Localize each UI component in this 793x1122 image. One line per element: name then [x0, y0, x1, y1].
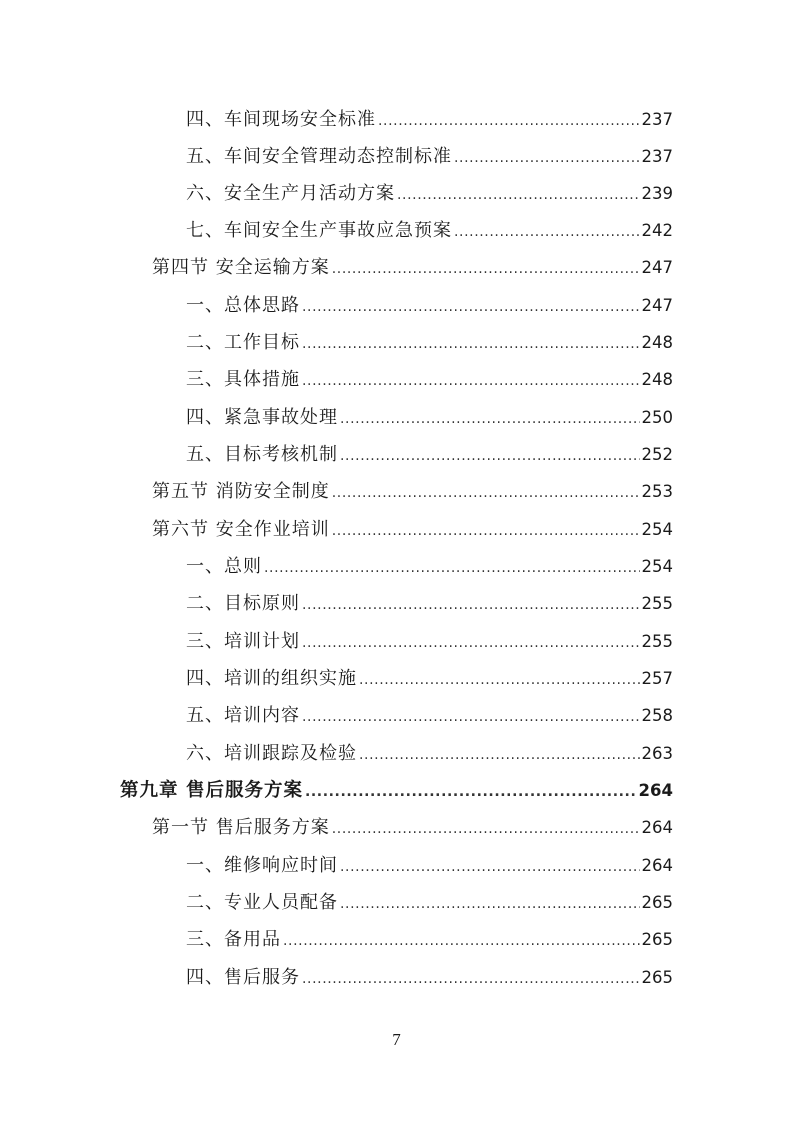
toc-entry-label: 五、培训内容: [186, 705, 300, 726]
dot-leader: [340, 849, 640, 886]
dot-leader: [359, 737, 640, 774]
toc-entry[interactable]: [186, 436, 673, 473]
toc-entry[interactable]: [186, 660, 673, 697]
toc-entry-label: 五、车间安全管理动态控制标准: [186, 146, 452, 167]
dot-leader: [302, 587, 640, 624]
toc-entry-label: 第五节 消防安全制度: [152, 481, 330, 502]
dot-leader: [359, 662, 640, 699]
toc-entry-label: 六、安全生产月活动方案: [186, 183, 395, 204]
dot-leader: [340, 401, 640, 438]
toc-entry-label: 四、培训的组织实施: [186, 668, 357, 689]
toc-entry[interactable]: [186, 324, 673, 361]
toc-entry-label: 第六节 安全作业培训: [152, 519, 330, 540]
toc-entry-page: 248: [641, 333, 673, 352]
toc-entry-page: 264: [641, 856, 673, 875]
toc-entry-page: 252: [641, 445, 673, 464]
toc-entry-label: 一、总则: [186, 556, 262, 577]
toc-entry[interactable]: [186, 959, 673, 996]
toc-entry-page: 237: [641, 110, 673, 129]
dot-leader: [332, 475, 640, 512]
toc-entry-label: 第一节 售后服务方案: [152, 817, 330, 838]
toc-entry-page: 254: [641, 557, 673, 576]
toc-entry[interactable]: [186, 623, 673, 660]
toc-entry-label: 三、培训计划: [186, 631, 300, 652]
toc-entry-label: 五、目标考核机制: [186, 444, 338, 465]
dot-leader: [302, 289, 640, 326]
dot-leader: [454, 140, 640, 177]
dot-leader: [332, 513, 640, 550]
toc-entry-label: 二、专业人员配备: [186, 892, 338, 913]
toc-entry-label: 一、维修响应时间: [186, 855, 338, 876]
toc-entry-page: 242: [641, 221, 673, 240]
toc-entry-label: 二、目标原则: [186, 593, 300, 614]
toc-entry-label: 一、总体思路: [186, 295, 300, 316]
toc-entry[interactable]: [186, 585, 673, 622]
toc-entry[interactable]: [186, 697, 673, 734]
toc-entry[interactable]: [186, 884, 673, 921]
toc-entry-label: 四、售后服务: [186, 967, 300, 988]
toc-entry-label: 七、车间安全生产事故应急预案: [186, 220, 452, 241]
toc-entry[interactable]: [186, 175, 673, 212]
toc-entry-page: 264: [641, 818, 673, 837]
toc-entry[interactable]: [186, 212, 673, 249]
page-number: 7: [392, 1030, 401, 1049]
dot-leader: [340, 438, 640, 475]
toc-entry-page: 248: [641, 370, 673, 389]
toc-entry-label: 第四节 安全运输方案: [152, 257, 330, 278]
toc-chapter-entry[interactable]: [120, 772, 673, 809]
dot-leader: [302, 363, 640, 400]
dot-leader: [332, 811, 640, 848]
toc-entry-page: 265: [641, 968, 673, 987]
toc-entry-label: 三、具体措施: [186, 369, 300, 390]
toc-entry-page: 239: [641, 184, 673, 203]
toc-entry[interactable]: [186, 735, 673, 772]
toc-entry[interactable]: [186, 361, 673, 398]
toc-entry-label: 四、车间现场安全标准: [186, 109, 376, 130]
toc-section-entry[interactable]: [152, 511, 673, 548]
dot-leader: [332, 251, 640, 288]
toc-entry[interactable]: [186, 921, 673, 958]
toc-entry-page: 247: [641, 258, 673, 277]
dot-leader: [264, 550, 640, 587]
dot-leader: [302, 625, 640, 662]
toc-entry[interactable]: [186, 548, 673, 585]
toc-entry-page: 265: [641, 893, 673, 912]
toc-section-entry[interactable]: [152, 473, 673, 510]
toc-entry-label: 六、培训跟踪及检验: [186, 743, 357, 764]
toc-entry-page: 253: [641, 482, 673, 501]
toc-entry-page: 250: [641, 408, 673, 427]
dot-leader: [302, 326, 640, 363]
dot-leader: [397, 177, 640, 214]
dot-leader: [305, 774, 637, 811]
toc-entry-page: 265: [641, 930, 673, 949]
toc-entry-page: 258: [641, 706, 673, 725]
toc-entry-page: 254: [641, 520, 673, 539]
toc-entry-page: 255: [641, 594, 673, 613]
toc-entry[interactable]: [186, 138, 673, 175]
dot-leader: [340, 886, 640, 923]
toc-entry[interactable]: [186, 287, 673, 324]
toc-entry-page: 247: [641, 296, 673, 315]
toc-section-entry[interactable]: [152, 249, 673, 286]
toc-entry-label: 二、工作目标: [186, 332, 300, 353]
dot-leader: [378, 103, 640, 140]
toc-entry-label: 四、紧急事故处理: [186, 407, 338, 428]
dot-leader: [302, 961, 640, 998]
toc-entry-label: 第九章 售后服务方案: [120, 780, 303, 801]
toc-entry-page: 264: [638, 781, 673, 800]
toc-entry[interactable]: [186, 847, 673, 884]
toc-entry-label: 三、备用品: [186, 929, 281, 950]
dot-leader: [283, 923, 640, 960]
toc-entry-page: 257: [641, 669, 673, 688]
dot-leader: [454, 214, 640, 251]
toc-entry-page: 255: [641, 632, 673, 651]
dot-leader: [302, 699, 640, 736]
toc-entry[interactable]: [186, 101, 673, 138]
toc-entry-page: 263: [641, 744, 673, 763]
toc-entry-page: 237: [641, 147, 673, 166]
toc-section-entry[interactable]: [152, 809, 673, 846]
toc-entry[interactable]: [186, 399, 673, 436]
